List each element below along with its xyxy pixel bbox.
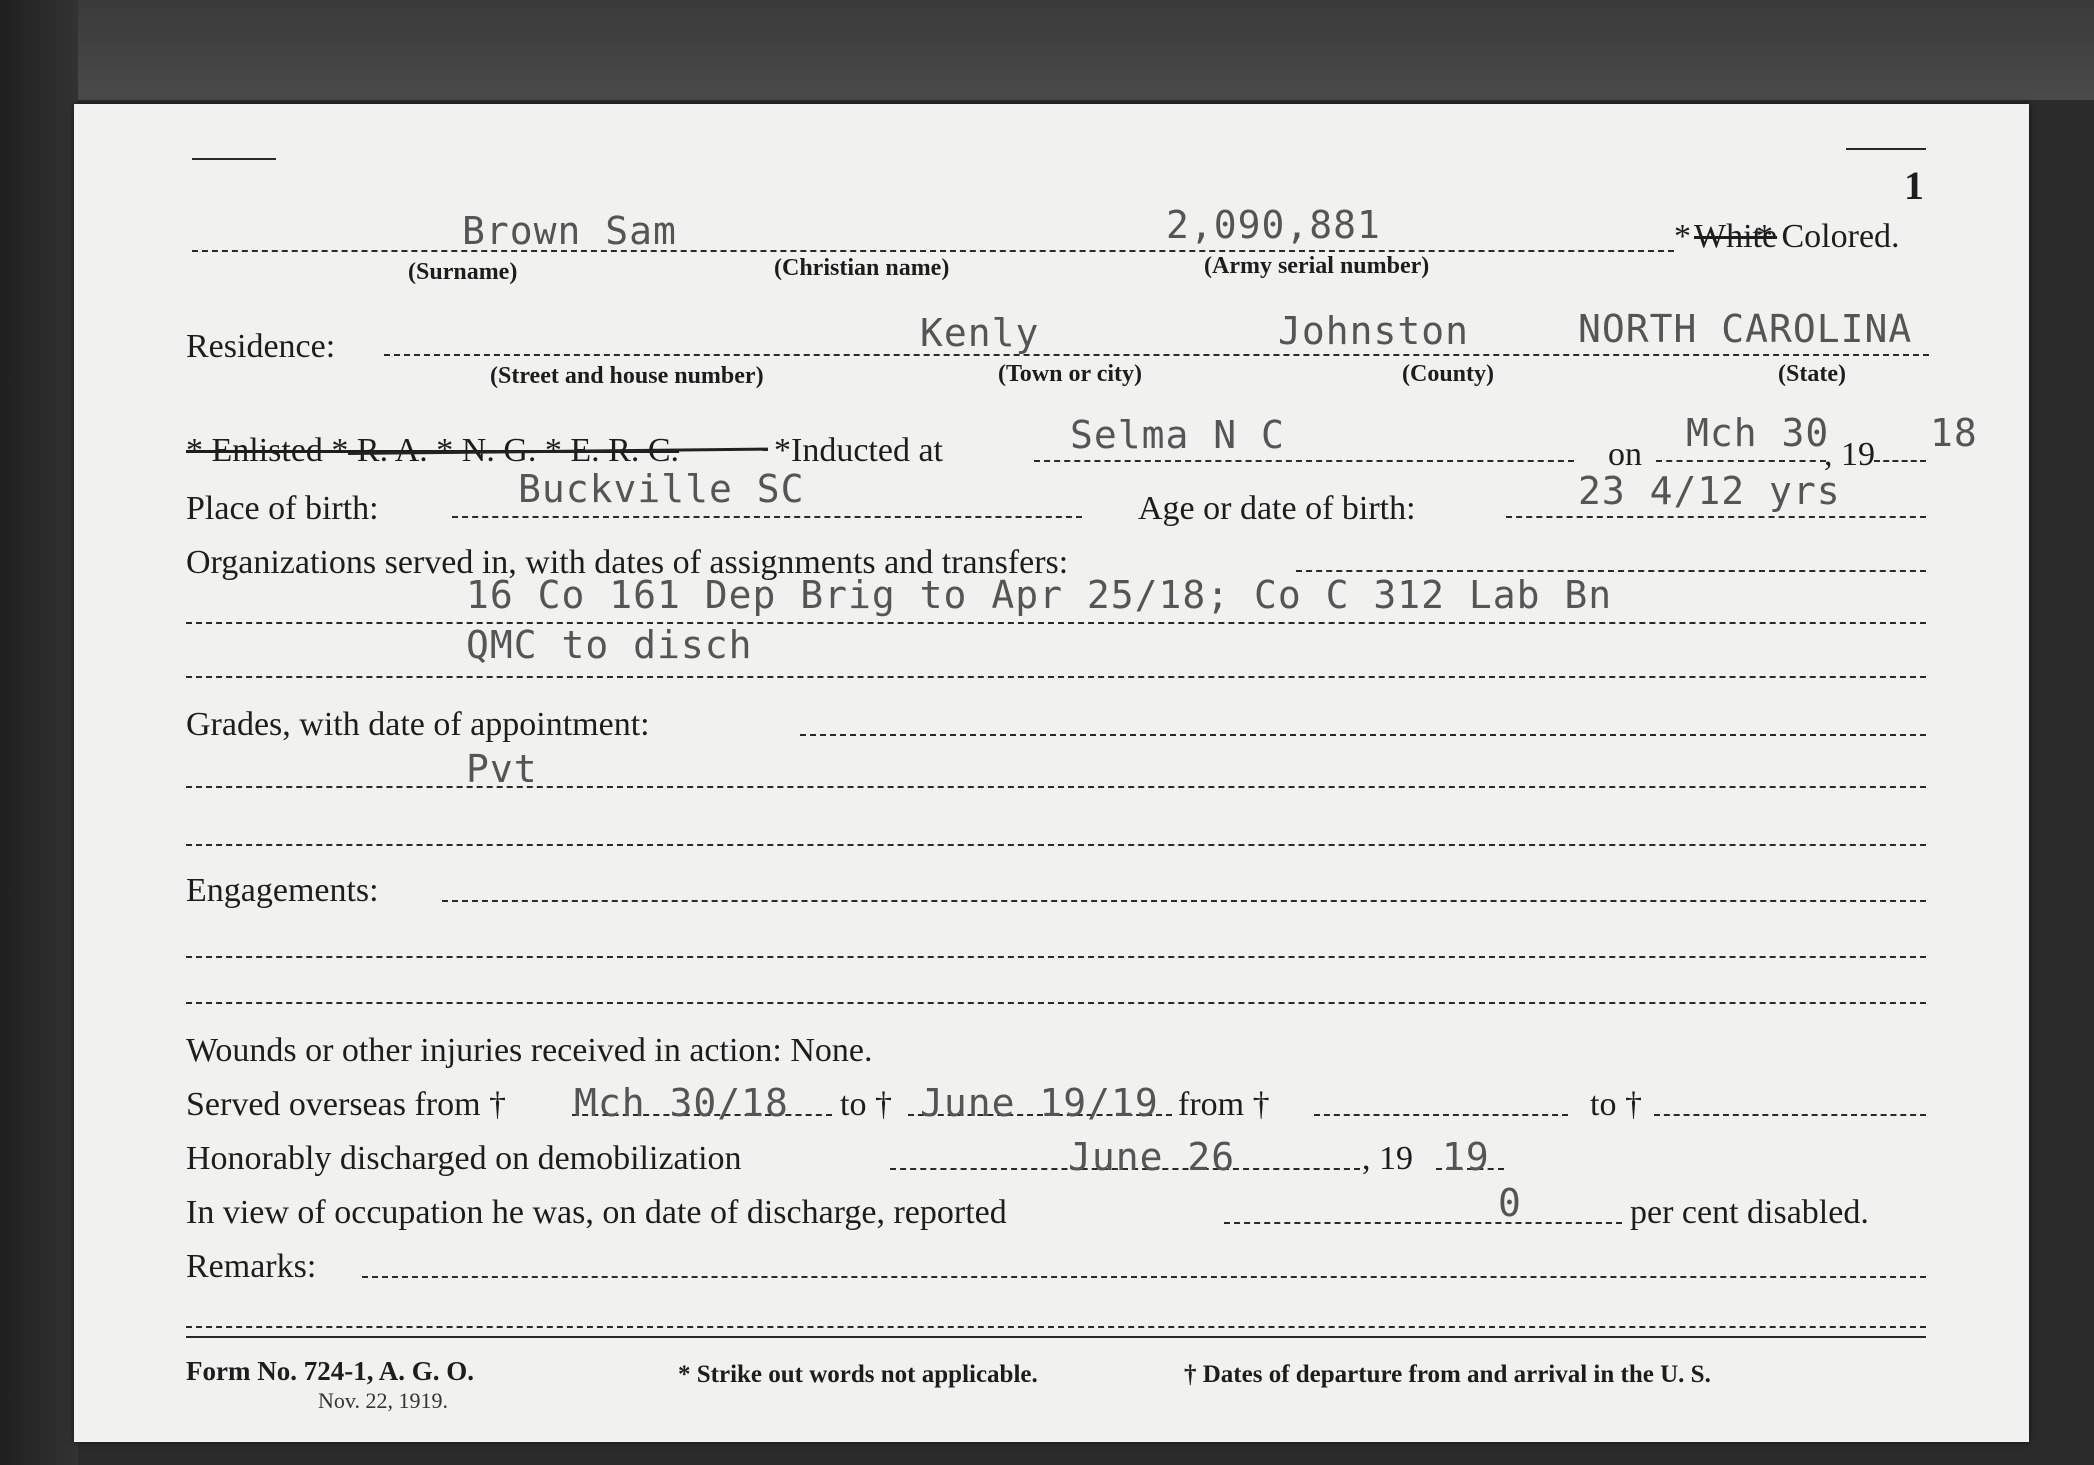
inducted-at-value: Selma N C: [1070, 413, 1285, 457]
grades-line-1: [186, 786, 1926, 788]
grades-line-0: [800, 734, 1926, 736]
overseas-from2-label: from †: [1178, 1086, 1270, 1123]
service-record-card: [74, 104, 2029, 1442]
colored-option: * Colored.: [1756, 218, 1900, 255]
grades-line-2: [186, 844, 1926, 846]
wounds-label: Wounds or other injuries received in action: None.: [186, 1032, 873, 1069]
page-number: 1: [1904, 163, 1924, 208]
inducted-at-label: *Inducted at: [774, 432, 943, 469]
age-label: Age or date of birth:: [1138, 490, 1416, 527]
residence-line: [384, 354, 1929, 356]
on-label: on: [1608, 436, 1642, 473]
top-left-rule: [192, 158, 276, 160]
overseas-to2-line: [1654, 1114, 1926, 1116]
county-caption: (County): [1402, 361, 1495, 387]
engagements-line-0: [442, 900, 1926, 902]
scan-background-left: [0, 0, 78, 1465]
organizations-line-2: [186, 676, 1926, 678]
place-of-birth-line: [452, 516, 1082, 518]
inducted-date-value: Mch 30: [1686, 411, 1830, 455]
age-line: [1506, 516, 1926, 518]
street-caption: (Street and house number): [490, 363, 764, 389]
served-overseas-label: Served overseas from †: [186, 1086, 507, 1123]
remarks-line-2: [186, 1326, 1926, 1328]
surname-caption: (Surname): [408, 259, 518, 285]
organizations-line-1-value: 16 Co 161 Dep Brig to Apr 25/18; Co C 312 Lab Bn: [466, 573, 1613, 617]
remarks-line-1: [362, 1276, 1926, 1278]
state-caption: (State): [1778, 361, 1846, 387]
white-prefix: *: [1674, 218, 1691, 255]
overseas-from2-line: [1314, 1114, 1568, 1116]
overseas-to2-label: to †: [1590, 1086, 1642, 1123]
organizations-line-2-value: QMC to disch: [466, 623, 753, 667]
army-serial-caption: (Army serial number): [1204, 253, 1430, 279]
strike-out-note: * Strike out words not applicable.: [678, 1361, 1038, 1388]
place-of-birth-label: Place of birth:: [186, 490, 379, 527]
name-value: Brown Sam: [462, 209, 677, 253]
serial-value: 2,090,881: [1166, 203, 1381, 247]
remarks-label: Remarks:: [186, 1248, 317, 1285]
inducted-year-line: [1874, 460, 1926, 462]
name-line: [192, 250, 1674, 252]
disabled-percent-line: [1224, 1222, 1622, 1224]
place-of-birth-value: Buckville SC: [518, 467, 805, 511]
inducted-year-value: 18: [1930, 411, 1978, 455]
overseas-from-value: Mch 30/18: [574, 1081, 789, 1125]
top-right-rule: [1846, 148, 1926, 150]
disabled-percent-value: 0: [1498, 1181, 1522, 1225]
remarks-bottom-rule: [186, 1336, 1926, 1338]
inducted-year-prefix: , 19: [1824, 436, 1875, 473]
organizations-line-1: [186, 622, 1926, 624]
discharge-year-value: 19: [1442, 1135, 1490, 1179]
grade-value: Pvt: [466, 747, 538, 791]
state-value: NORTH CAROLINA: [1578, 307, 1913, 351]
form-date: Nov. 22, 1919.: [318, 1388, 448, 1413]
residence-label: Residence:: [186, 328, 336, 365]
overseas-to-label: to †: [840, 1086, 892, 1123]
christian-name-caption: (Christian name): [774, 255, 950, 281]
age-value: 23 4/12 yrs: [1578, 469, 1841, 513]
white-option: White: [1694, 218, 1778, 255]
occupation-label: In view of occupation he was, on date of discharge, reported: [186, 1194, 1007, 1231]
discharge-date-value: June 26: [1068, 1135, 1236, 1179]
inducted-at-line: [1034, 460, 1574, 462]
per-cent-disabled-label: per cent disabled.: [1630, 1194, 1869, 1231]
discharge-year-prefix: , 19: [1362, 1140, 1413, 1177]
engagements-line-1: [186, 956, 1926, 958]
scan-background-top: [0, 0, 2094, 100]
organizations-label: Organizations served in, with dates of assignments and transfers:: [186, 544, 1069, 581]
inducted-date-line: [1656, 460, 1826, 462]
town-caption: (Town or city): [998, 361, 1142, 387]
organizations-line-0: [1296, 570, 1926, 572]
grades-label: Grades, with date of appointment:: [186, 706, 650, 743]
engagements-label: Engagements:: [186, 872, 379, 909]
overseas-to-value: June 19/19: [920, 1081, 1159, 1125]
form-number: Form No. 724-1, A. G. O.: [186, 1356, 474, 1386]
discharged-label: Honorably discharged on demobilization: [186, 1140, 742, 1177]
county-value: Johnston: [1278, 309, 1470, 353]
enlisted-options: * Enlisted * R. A. * N. G. * E. R. C.: [186, 432, 680, 469]
dates-note: † Dates of departure from and arrival in the U. S.: [1184, 1361, 1711, 1388]
town-value: Kenly: [920, 311, 1040, 355]
engagements-line-2: [186, 1002, 1926, 1004]
